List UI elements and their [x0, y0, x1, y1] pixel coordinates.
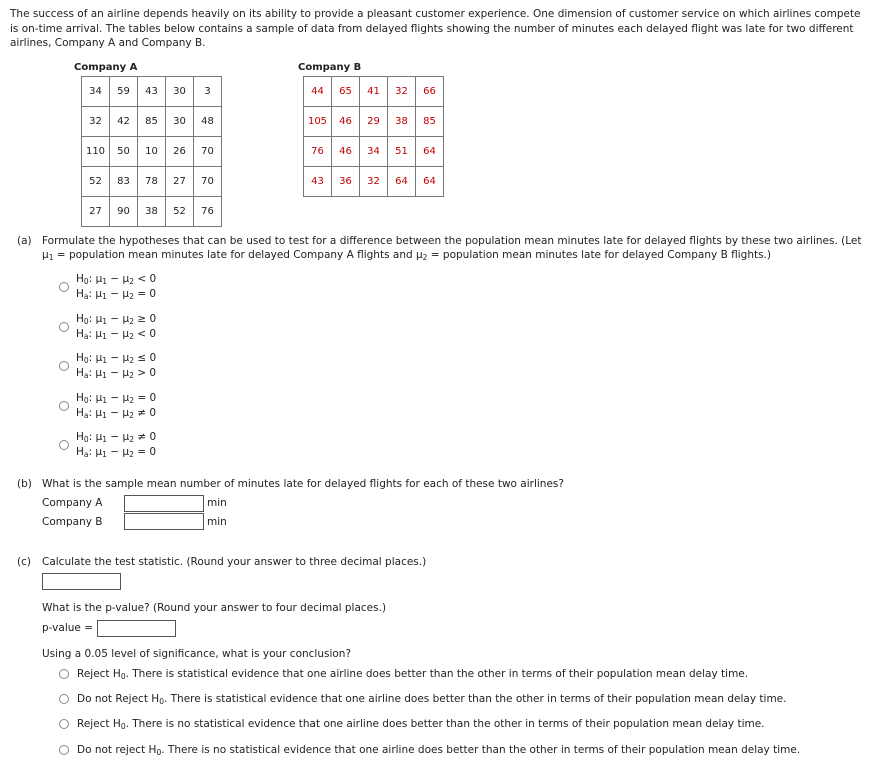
part-a-label: (a)	[17, 235, 32, 247]
company-b-table	[303, 76, 444, 197]
hypothesis-option[interactable]: $H_0$: $\mu_1 - \mu_2 < 0$ $H_a$: $\mu_1 - \mu_2 = 0$	[76, 273, 157, 301]
company-a-cell: 48	[194, 107, 222, 137]
company-a-row	[82, 77, 222, 107]
company-b-row	[304, 167, 444, 197]
company-b-cell: 64	[416, 167, 444, 197]
test-statistic-input[interactable]	[42, 573, 121, 590]
company-b-mean-label: Company B	[42, 516, 103, 528]
company-a-cell: 85	[138, 107, 166, 137]
company-b-cell: 64	[388, 167, 416, 197]
conclusion-option-radio[interactable]	[59, 719, 69, 729]
company-a-cell: 42	[110, 107, 138, 137]
company-a-row	[82, 107, 222, 137]
company-a-cell: 110	[82, 137, 110, 167]
part-b-question: What is the sample mean number of minutes late for delayed flights for each of these two airlines?	[42, 478, 564, 490]
hypothesis-option[interactable]: $H_0$: $\mu_1 - \mu_2 = 0$ $H_a$: $\mu_1 - \mu_2 \ne 0$	[76, 392, 157, 420]
company-a-cell: 52	[82, 167, 110, 197]
pvalue-input[interactable]	[97, 620, 176, 637]
company-b-cell: 105	[304, 107, 332, 137]
company-b-row	[304, 137, 444, 167]
company-b-cell: 51	[388, 137, 416, 167]
company-b-mean-unit: min	[207, 516, 227, 528]
conclusion-option-radio[interactable]	[59, 669, 69, 679]
company-b-cell: 41	[360, 77, 388, 107]
company-a-cell: 59	[110, 77, 138, 107]
company-a-cell: 30	[166, 107, 194, 137]
company-b-row	[304, 77, 444, 107]
company-a-cell: 52	[166, 197, 194, 227]
company-b-cell: 32	[360, 167, 388, 197]
part-c-question: Calculate the test statistic. (Round your answer to three decimal places.)	[42, 556, 427, 568]
company-b-mean-input[interactable]	[124, 513, 204, 530]
company-a-cell: 34	[82, 77, 110, 107]
company-a-cell: 10	[138, 137, 166, 167]
pvalue-label: p-value =	[42, 622, 93, 634]
company-b-cell: 29	[360, 107, 388, 137]
problem-intro: The success of an airline depends heavily on its ability to provide a pleasant customer experience. One dimension of customer service on which airlines compete is on-time arrival. The tables below contains a sample of data from delayed flights showing the number of minutes each delayed flight was late for two different airlines, Company A and Company B.	[10, 8, 861, 49]
hypothesis-option-radio[interactable]	[59, 401, 69, 411]
hypothesis-option-radio[interactable]	[59, 440, 69, 450]
hypothesis-option[interactable]: $H_0$: $\mu_1 - \mu_2 \ne 0$ $H_a$: $\mu_1 - \mu_2 = 0$	[76, 431, 157, 459]
part-c-label: (c)	[17, 556, 31, 568]
hypothesis-option-radio[interactable]	[59, 282, 69, 292]
part-a-question: Formulate the hypotheses that can be used to test for a difference between the population mean minutes late for delayed flights by these two airlines. (Let $\mu_1$ = population mean minutes late for delayed Company A flights and $\mu_2$ = population mean minutes late for delayed Company B flights.)	[42, 235, 862, 262]
company-a-title: Company A	[74, 62, 138, 73]
conclusion-option-radio[interactable]	[59, 745, 69, 755]
company-a-row	[82, 197, 222, 227]
company-b-cell: 76	[304, 137, 332, 167]
company-b-cell: 43	[304, 167, 332, 197]
company-b-row	[304, 107, 444, 137]
company-a-mean-unit: min	[207, 497, 227, 509]
company-a-cell: 50	[110, 137, 138, 167]
hypothesis-option-radio[interactable]	[59, 361, 69, 371]
conclusion-option[interactable]: Reject $H_0$. There is no statistical evidence that one airline does better than the other in terms of their population mean delay time.	[77, 718, 765, 731]
company-b-cell: 32	[388, 77, 416, 107]
company-a-cell: 32	[82, 107, 110, 137]
company-a-row	[82, 167, 222, 197]
company-a-cell: 38	[138, 197, 166, 227]
company-a-mean-input[interactable]	[124, 495, 204, 512]
hypothesis-option[interactable]: $H_0$: $\mu_1 - \mu_2 \ge 0$ $H_a$: $\mu_1 - \mu_2 < 0$	[76, 313, 157, 341]
company-a-cell: 3	[194, 77, 222, 107]
company-a-cell: 30	[166, 77, 194, 107]
company-a-table	[81, 76, 222, 227]
pvalue-question: What is the p-value? (Round your answer to four decimal places.)	[42, 602, 387, 614]
conclusion-option[interactable]: Do not Reject $H_0$. There is statistical evidence that one airline does better than the other in terms of their population mean delay time.	[77, 693, 787, 706]
company-b-cell: 34	[360, 137, 388, 167]
company-a-mean-label: Company A	[42, 497, 103, 509]
company-b-cell: 66	[416, 77, 444, 107]
company-a-cell: 90	[110, 197, 138, 227]
part-b-label: (b)	[17, 478, 32, 490]
company-a-cell: 76	[194, 197, 222, 227]
company-a-cell: 70	[194, 137, 222, 167]
company-a-row	[82, 137, 222, 167]
company-b-cell: 38	[388, 107, 416, 137]
company-b-cell: 64	[416, 137, 444, 167]
company-a-cell: 78	[138, 167, 166, 197]
company-b-cell: 65	[332, 77, 360, 107]
conclusion-option[interactable]: Do not reject $H_0$. There is no statistical evidence that one airline does better than the other in terms of their population mean delay time.	[77, 744, 801, 757]
company-a-cell: 27	[166, 167, 194, 197]
conclusion-option[interactable]: Reject $H_0$. There is statistical evidence that one airline does better than the other in terms of their population mean delay time.	[77, 668, 749, 681]
conclusion-option-radio[interactable]	[59, 694, 69, 704]
significance-question: Using a 0.05 level of significance, what is your conclusion?	[42, 648, 352, 660]
company-b-cell: 36	[332, 167, 360, 197]
company-a-cell: 83	[110, 167, 138, 197]
company-b-cell: 46	[332, 137, 360, 167]
company-a-cell: 70	[194, 167, 222, 197]
hypothesis-option-radio[interactable]	[59, 322, 69, 332]
company-b-cell: 44	[304, 77, 332, 107]
company-a-cell: 27	[82, 197, 110, 227]
company-a-cell: 43	[138, 77, 166, 107]
company-a-cell: 26	[166, 137, 194, 167]
company-b-cell: 85	[416, 107, 444, 137]
company-b-title: Company B	[298, 62, 362, 73]
hypothesis-option[interactable]: $H_0$: $\mu_1 - \mu_2 \le 0$ $H_a$: $\mu_1 - \mu_2 > 0$	[76, 352, 157, 380]
company-b-cell: 46	[332, 107, 360, 137]
